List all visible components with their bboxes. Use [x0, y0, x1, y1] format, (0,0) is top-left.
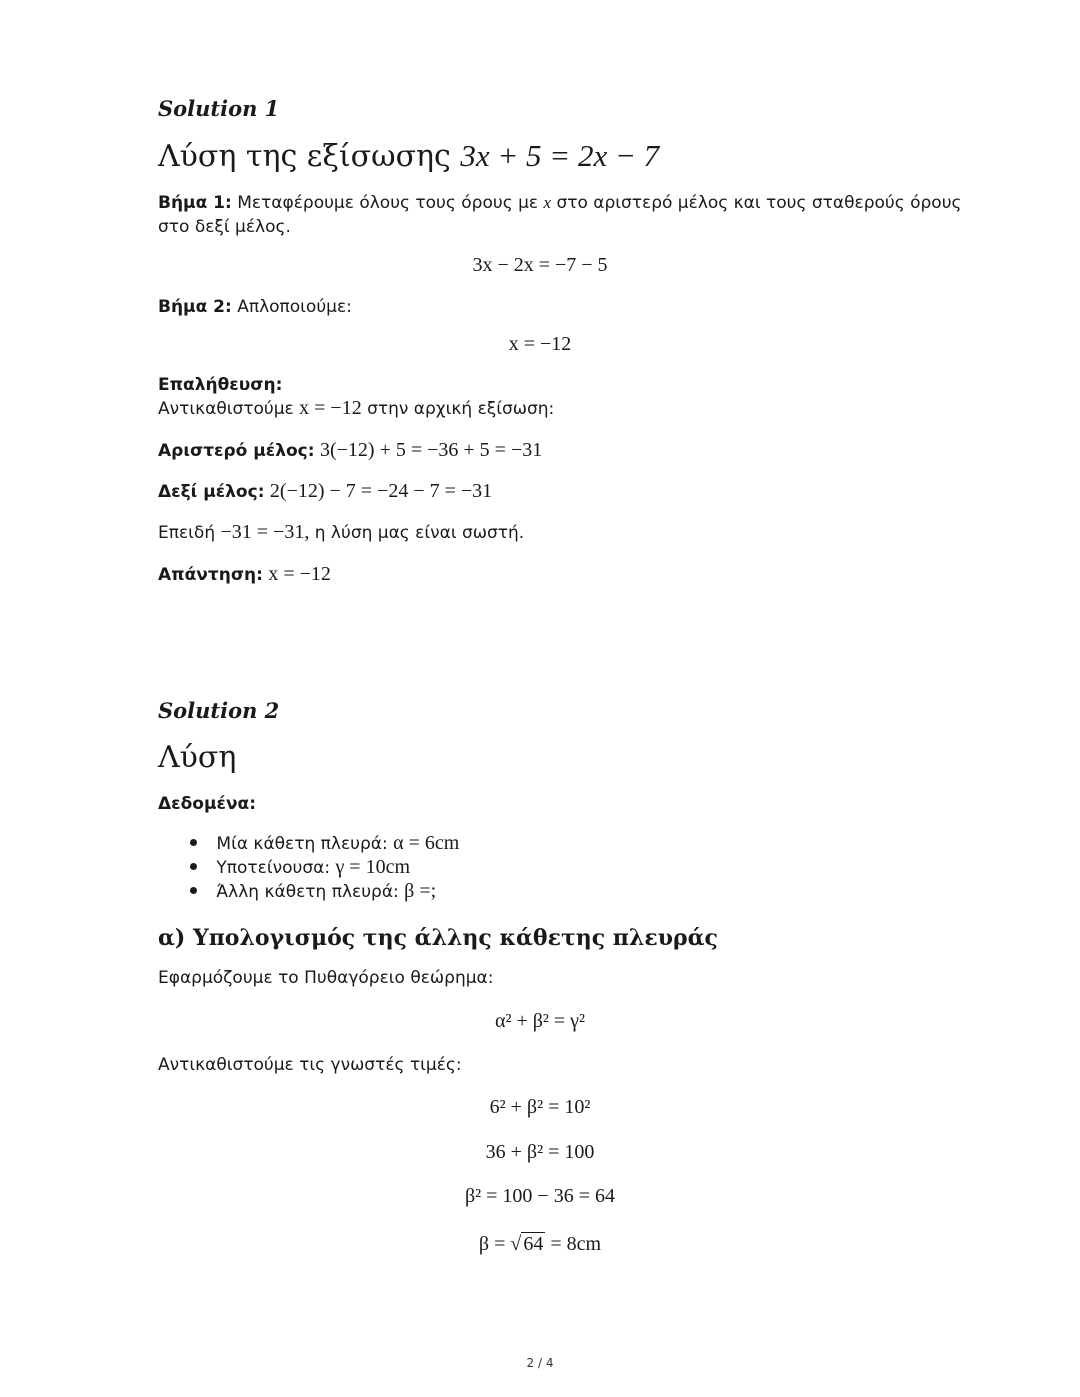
list-item-text: Υποτείνουσα:: [216, 858, 331, 878]
step-1-line-2: στο δεξί μέλος.: [158, 217, 291, 237]
step-2-text: Απλοποιούμε:: [237, 297, 352, 317]
equation-d: [0, 1232, 1080, 1256]
equation-b: 36 + β² = 100: [485, 1141, 595, 1163]
left-side-title: Αριστερό μέλος:: [158, 441, 315, 461]
verify-title: Επαλήθευση:: [158, 375, 283, 395]
step-1-paragraph: [158, 191, 962, 215]
answer-math: x = −12: [268, 563, 331, 585]
step-1-var: x: [543, 193, 552, 212]
solution-1-heading: [158, 138, 659, 174]
list-item-text: Μία κάθετη πλευρά:: [216, 834, 388, 854]
step-1-text-b: στο αριστερό μέλος και τους σταθερούς όρους: [556, 193, 962, 213]
since-math: −31 = −31,: [220, 521, 310, 543]
bullet-icon: [190, 863, 197, 870]
list-item: [190, 855, 410, 880]
substitute-text: Αντικαθιστούμε τις γνωστές τιμές:: [158, 1055, 462, 1075]
equation-a: 6² + β² = 10²: [489, 1096, 591, 1118]
solution-2-heading: Λύση: [158, 740, 237, 775]
step-1-text-a: Μεταφέρουμε όλους τους όρους με: [237, 193, 539, 213]
equation-d-left: β =: [478, 1233, 506, 1255]
given-title: Δεδομένα:: [158, 794, 257, 814]
bullet-icon: [190, 839, 197, 846]
verify-text-b: στην αρχική εξίσωση:: [367, 399, 555, 419]
heading-equation: 3x + 5 = 2x − 7: [460, 138, 660, 173]
pythagoras-text: Εφαρμόζουμε το Πυθαγόρειο θεώρημα:: [158, 968, 494, 988]
right-side-title: Δεξί μέλος:: [158, 482, 265, 502]
list-item-math: β =;: [404, 880, 437, 902]
right-side-line: [158, 479, 492, 504]
since-line: [158, 520, 524, 545]
answer-line: [158, 562, 331, 587]
equation-2: x = −12: [508, 333, 572, 355]
answer-title: Απάντηση:: [158, 565, 263, 585]
verify-text-a: Αντικαθιστούμε: [158, 399, 294, 419]
verify-math: x = −12: [299, 397, 362, 419]
step-2-title: Βήμα 2:: [158, 297, 232, 317]
sqrt-symbol: √: [510, 1233, 522, 1255]
page-number: 2 / 4: [526, 1356, 554, 1370]
verify-line: [158, 396, 554, 421]
list-item-text: Άλλη κάθετη πλευρά:: [216, 882, 399, 902]
list-item: [190, 831, 459, 856]
pythagoras-equation: α² + β² = γ²: [494, 1010, 586, 1032]
heading-text: Λύση της εξίσωσης: [158, 139, 451, 174]
sqrt-radicand: 64: [523, 1233, 544, 1255]
equation-d-right: = 8cm: [550, 1233, 602, 1255]
list-item-math: α = 6cm: [393, 832, 460, 854]
section-a-heading: α) Υπολογισμός της άλλης κάθετης πλευράς: [158, 925, 718, 951]
solution-1-label: Solution 1: [158, 96, 280, 121]
since-text-a: Επειδή: [158, 523, 216, 543]
step-1-title: Βήμα 1:: [158, 193, 232, 213]
since-text-b: η λύση μας είναι σωστή.: [314, 523, 525, 543]
solution-2-label: Solution 2: [158, 698, 280, 723]
left-side-line: [158, 438, 542, 463]
left-side-math: 3(−12) + 5 = −36 + 5 = −31: [319, 439, 543, 461]
right-side-math: 2(−12) − 7 = −24 − 7 = −31: [269, 480, 493, 502]
equation-c: β² = 100 − 36 = 64: [464, 1185, 615, 1207]
list-item-math: γ = 10cm: [335, 856, 411, 878]
list-item: [190, 879, 436, 904]
equation-1: 3x − 2x = −7 − 5: [472, 254, 608, 276]
bullet-icon: [190, 887, 197, 894]
step-2-paragraph: [158, 295, 352, 319]
